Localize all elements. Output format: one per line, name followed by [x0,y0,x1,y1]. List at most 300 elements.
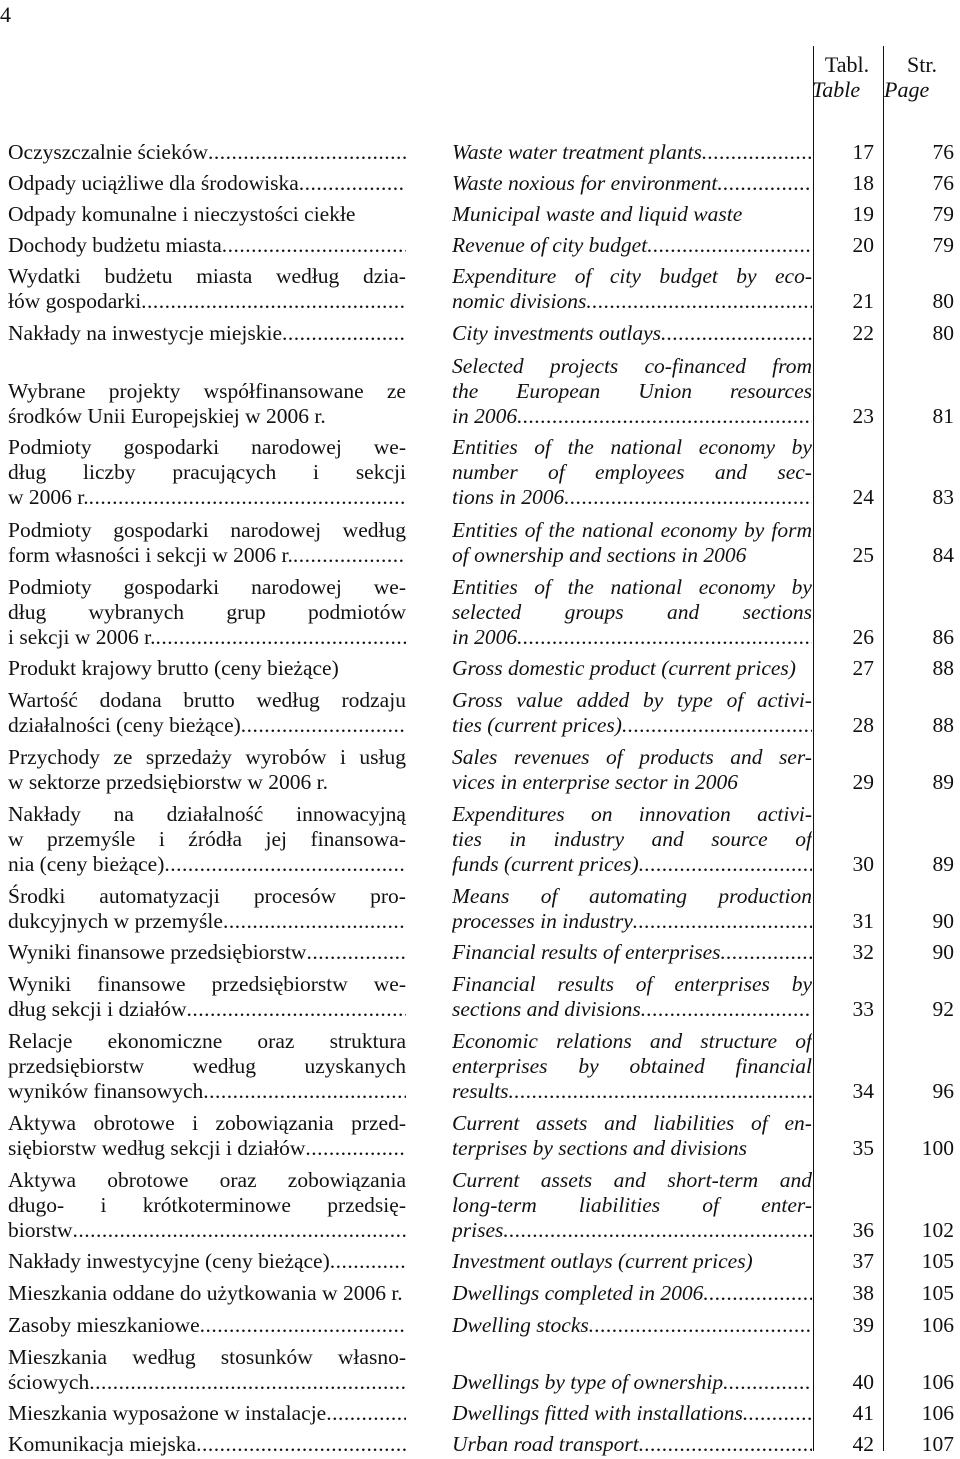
pl-title-line [8,140,406,165]
polish-title [8,1345,406,1395]
table-number: 27 [852,656,874,680]
dot-leader [702,140,812,165]
page-reference[interactable]: 106 [921,1313,954,1337]
page-reference[interactable]: 90 [932,940,954,964]
en-title-line [452,656,812,681]
dot-leader [156,625,407,650]
polish-title [8,202,406,227]
title-word: liabilities [578,1193,661,1217]
polish-title [8,745,406,795]
title-word: source [711,827,768,851]
title-word: innovation [638,802,731,826]
page-reference[interactable]: 83 [932,485,954,509]
page-reference[interactable]: 76 [932,140,954,164]
page-reference[interactable]: 92 [932,997,954,1021]
table-number: 23 [852,404,874,428]
title-word: gospodarki [123,575,220,599]
title-word: oraz [257,1029,295,1053]
pl-title-line [8,770,406,795]
title-text: vices in enterprise sector in 2006 [452,770,739,794]
title-word: resources [729,379,812,403]
title-word: short-term [667,1168,759,1192]
title-word: of [534,435,551,459]
page-reference[interactable]: 102 [921,1218,954,1242]
dot-leader [299,171,406,196]
table-number: 37 [852,1249,874,1273]
en-title-line [452,140,812,165]
dot-leader [223,909,406,934]
page-reference[interactable]: 90 [932,909,954,933]
title-word: liabilities [653,1111,735,1135]
title-word: by [642,688,664,712]
title-word: uzyskanych [304,1054,406,1078]
page-header-en: Page [884,77,930,102]
title-word: economy [698,435,776,459]
pl-title-line [8,745,406,770]
pl-title-line [8,1054,406,1079]
title-word: procesów [253,884,337,908]
pl-title-line [8,600,406,625]
dot-leader [141,289,406,314]
english-title [452,1281,812,1306]
dot-leader [241,713,406,738]
title-word: Wartość [8,688,78,712]
dot-leader [89,485,406,510]
table-header-pl: Tabl. [824,52,870,77]
title-text: Waste water treatment plants [452,140,702,164]
dot-leader [641,997,812,1022]
en-title-line [452,688,812,713]
title-word: pracujących [172,460,277,484]
title-word: Current [452,1111,520,1135]
title-word: brutto [183,688,235,712]
title-word: by [744,518,765,542]
title-word: długo- [8,1193,65,1217]
title-word: of [726,688,744,712]
polish-title [8,972,406,1022]
title-word: of [795,1029,812,1053]
title-word: the [452,379,479,403]
page-reference[interactable]: 105 [921,1249,954,1273]
page-reference[interactable]: 100 [921,1136,954,1160]
pl-title-line [8,972,406,997]
page-reference[interactable]: 84 [932,543,954,567]
title-text: Oczyszczalnie ścieków [8,140,208,164]
title-text: processes in industry [452,909,633,933]
title-word: national [610,435,683,459]
title-text: in 2006 [452,404,518,428]
title-word: grup [226,600,266,624]
title-word: gospodarki [123,435,220,459]
title-word: results [557,972,614,996]
title-word: rodzaju [341,688,406,712]
dot-leader [743,1401,812,1426]
polish-title [8,354,406,429]
title-word: sec- [777,460,812,484]
page-reference[interactable]: 88 [932,713,954,737]
en-title-line [452,802,812,827]
page-reference[interactable]: 89 [932,852,954,876]
title-word: selected [452,600,522,624]
en-title-line [452,518,812,543]
title-word: działalność [166,802,264,826]
en-title-line [452,625,812,650]
english-title [452,1401,812,1426]
title-word: of [534,575,551,599]
dot-leader [622,713,812,738]
title-word: eco- [775,264,812,288]
pl-title-line [8,802,406,827]
title-word: ties [452,827,482,851]
pl-title-line [8,656,406,681]
dot-leader [723,1370,812,1395]
title-text: w 2006 r. [8,485,89,509]
title-text: dług sekcji i działów [8,997,187,1021]
en-title-line [452,1401,812,1426]
title-word: automating [589,884,687,908]
english-title [452,1345,812,1395]
title-word: według [192,1054,256,1078]
title-text: biorstw [8,1218,73,1242]
title-word: products [639,745,714,769]
title-word: Financial [452,972,536,996]
en-title-line [452,997,812,1022]
title-text: Mieszkania wyposażone w instalacje [8,1401,327,1425]
en-title-line [452,972,812,997]
dot-leader [661,321,812,346]
dot-leader [200,1313,406,1338]
en-title-line [452,909,812,934]
en-title-line [452,1370,812,1395]
title-word: form [771,518,812,542]
en-title-line [452,1193,812,1218]
title-word: ekonomiczne [107,1029,223,1053]
pl-title-line [8,1111,406,1136]
english-title [452,233,812,258]
title-word: narodowej [251,435,342,459]
title-word: przed- [351,1111,406,1135]
title-word: przemyśle [47,827,136,851]
pl-title-line [8,625,406,650]
polish-title [8,940,406,965]
page-reference[interactable]: 88 [932,656,954,680]
title-word: economy [698,575,776,599]
page-reference[interactable]: 80 [932,289,954,313]
title-word: co-financed [644,354,746,378]
title-word: ser- [778,745,812,769]
dot-leader [633,909,812,934]
en-title-line [452,460,812,485]
dot-leader [203,1079,406,1104]
en-title-line [452,379,812,404]
title-text: Waste noxious for environment [452,171,718,195]
pl-title-line [8,321,406,346]
page-reference[interactable]: 89 [932,770,954,794]
title-word: miasta [196,264,253,288]
dot-leader [703,1281,812,1306]
table-number: 25 [852,543,874,567]
table-number: 32 [852,940,874,964]
table-number: 21 [852,289,874,313]
dot-leader [282,321,406,346]
title-word: sprzedaży [145,745,232,769]
title-word: of [540,884,558,908]
table-number: 34 [852,1079,874,1103]
polish-title [8,1313,406,1338]
title-word: projects [549,354,619,378]
title-word: Union [638,379,692,403]
pl-title-line [8,1029,406,1054]
polish-title [8,802,406,877]
title-word: według [256,688,320,712]
title-word: sections [742,600,812,624]
title-word: long-term [452,1193,537,1217]
title-word: obrotowe [107,1168,189,1192]
title-text: Mieszkania oddane do użytkowania w 2006 r. [8,1281,403,1305]
title-word: automatyzacji [99,884,220,908]
title-word: we- [373,575,406,599]
title-text: sections and divisions [452,997,641,1021]
page-reference[interactable]: 107 [921,1432,954,1456]
page-reference[interactable]: 86 [932,625,954,649]
polish-title [8,518,406,568]
title-text: tions in 2006 [452,485,565,509]
title-word: finansowa- [310,827,406,851]
title-word: and [714,460,748,484]
polish-title [8,656,406,681]
title-word: pro- [370,884,406,908]
dot-leader [196,1432,406,1457]
title-text: terprises by sections and divisions [452,1136,748,1160]
polish-title [8,321,406,346]
title-word: by [791,435,812,459]
title-word: of [635,972,653,996]
english-title [452,656,812,681]
title-word: budżetu [104,264,173,288]
dot-leader [222,233,406,258]
en-title-line [452,354,812,379]
title-word: Nakłady [8,802,81,826]
page-reference[interactable]: 79 [932,202,954,226]
title-word: sekcji [355,460,406,484]
english-title [452,140,812,165]
pl-title-line [8,543,406,568]
english-title [452,354,812,429]
title-word: Relacje [8,1029,73,1053]
en-title-line [452,1218,812,1243]
title-text: ties (current prices) [452,713,622,737]
title-text: Odpady komunalne i nieczystości ciekłe [8,202,356,226]
page-reference[interactable]: 79 [932,233,954,257]
title-word: zobowiązania [287,1168,406,1192]
title-word: wybranych [88,600,185,624]
title-word: liczby [83,460,136,484]
english-title [452,264,812,314]
title-word: and [651,827,684,851]
polish-title [8,688,406,738]
table-number: 22 [852,321,874,345]
title-word: Economic [452,1029,538,1053]
english-title [452,688,812,738]
dot-leader [89,1370,406,1395]
title-text: Municipal waste and liquid waste [452,202,743,226]
title-word: and [730,745,763,769]
page-header-pl: Str. [907,52,937,77]
en-title-line [452,233,812,258]
title-word: gospodarki [113,518,209,542]
table-number: 41 [852,1401,874,1425]
title-word: przedsiębiorstw [211,972,348,996]
title-word: of [574,264,592,288]
page-reference[interactable]: 105 [921,1281,954,1305]
title-word: of [606,745,623,769]
title-text: Investment outlays (current prices) [452,1249,753,1273]
title-text: Zasoby mieszkaniowe [8,1313,200,1337]
pl-title-line [8,379,406,404]
title-text: City investments outlays [452,321,661,345]
title-word: obtained [629,1054,705,1078]
title-word: przedsię- [327,1193,406,1217]
title-word: the [567,575,594,599]
en-title-line [452,202,812,227]
table-number: 20 [852,233,874,257]
polish-title [8,233,406,258]
pl-title-line [8,575,406,600]
title-word: industry [553,827,625,851]
title-word: activi- [757,802,812,826]
title-word: from [772,354,812,378]
title-text: funds (current prices) [452,852,639,876]
title-word: krótkoterminowe [142,1193,291,1217]
title-word: Sales [452,745,498,769]
title-word: w [8,827,24,851]
title-word: Gross [452,688,503,712]
polish-title [8,1432,406,1457]
en-title-line [452,713,812,738]
title-text: Urban road transport [452,1432,639,1456]
page-reference[interactable]: 76 [932,171,954,195]
dot-leader [208,140,406,165]
polish-title [8,140,406,165]
title-word: of [547,460,565,484]
title-word: and [604,1111,637,1135]
english-title [452,321,812,346]
title-word: national [581,518,654,542]
title-word: and [649,1029,683,1053]
title-word: Selected [452,354,524,378]
title-word: obrotowe [93,1111,175,1135]
en-title-line [452,1249,812,1274]
en-title-line [452,1345,812,1370]
title-text: Dwellings by type of ownership [452,1370,724,1394]
title-word: podmiotów [308,600,406,624]
pl-title-line [8,827,406,852]
table-column-header [812,52,882,102]
title-word: in [509,827,527,851]
dot-leader [639,1432,812,1457]
dot-leader [517,404,812,429]
dot-leader [293,543,406,568]
pl-title-line [8,852,406,877]
title-word: number [452,460,518,484]
polish-title [8,264,406,314]
polish-title [8,1401,406,1426]
title-word: Mieszkania [8,1345,108,1369]
pl-title-line [8,1218,406,1243]
page-reference[interactable]: 96 [932,1079,954,1103]
title-word: Środki [8,884,66,908]
polish-title [8,1249,406,1274]
pl-title-line [8,264,406,289]
table-number: 17 [852,140,874,164]
en-title-line [452,1136,812,1161]
table-number: 42 [852,1432,874,1456]
english-title [452,202,812,227]
title-word: structure [700,1029,778,1053]
title-text: Komunikacja miejska [8,1432,197,1456]
title-word: dług [8,600,47,624]
polish-title [8,171,406,196]
page-reference[interactable]: 80 [932,321,954,345]
pl-title-line [8,518,406,543]
polish-title [8,1281,406,1306]
en-title-line [452,852,812,877]
title-word: the [548,518,575,542]
title-word: ze [386,379,406,403]
title-word: financial [735,1054,812,1078]
en-title-line [452,940,812,965]
title-word: type [677,688,713,712]
title-word: of [702,1193,719,1217]
title-word: i [158,827,165,851]
title-word: of [751,1111,768,1135]
en-title-line [452,1111,812,1136]
en-title-line [452,264,812,289]
pl-title-line [8,1136,406,1161]
table-number: 24 [852,485,874,509]
title-word: enter- [761,1193,812,1217]
title-word: stosunków [220,1345,313,1369]
page-reference[interactable]: 106 [921,1401,954,1425]
dot-leader [306,940,406,965]
table-number: 31 [852,909,874,933]
page-reference[interactable]: 106 [921,1370,954,1394]
table-header-en: Table [812,77,861,102]
title-text: Financial results of enterprises [452,940,721,964]
dot-leader [586,289,812,314]
title-text: Gross domestic product (current prices) [452,656,796,680]
table-number: 30 [852,852,874,876]
title-word: i [339,745,346,769]
title-text: dukcyjnych w przemyśle [8,909,223,933]
english-title [452,972,812,1022]
en-title-line [452,485,812,510]
title-word: Expenditure [452,264,557,288]
title-word: Wybrane [8,379,86,403]
title-text: form własności i sekcji w 2006 r. [8,543,293,567]
table-number: 36 [852,1218,874,1242]
dot-leader [589,1313,812,1338]
en-title-line [452,321,812,346]
en-title-line [452,1313,812,1338]
title-word: by [791,575,812,599]
english-title [452,1029,812,1104]
title-text: Dwellings completed in 2006 [452,1281,704,1305]
page-reference[interactable]: 81 [932,404,954,428]
table-number: 38 [852,1281,874,1305]
table-number: 19 [852,202,874,226]
en-title-line [452,575,812,600]
